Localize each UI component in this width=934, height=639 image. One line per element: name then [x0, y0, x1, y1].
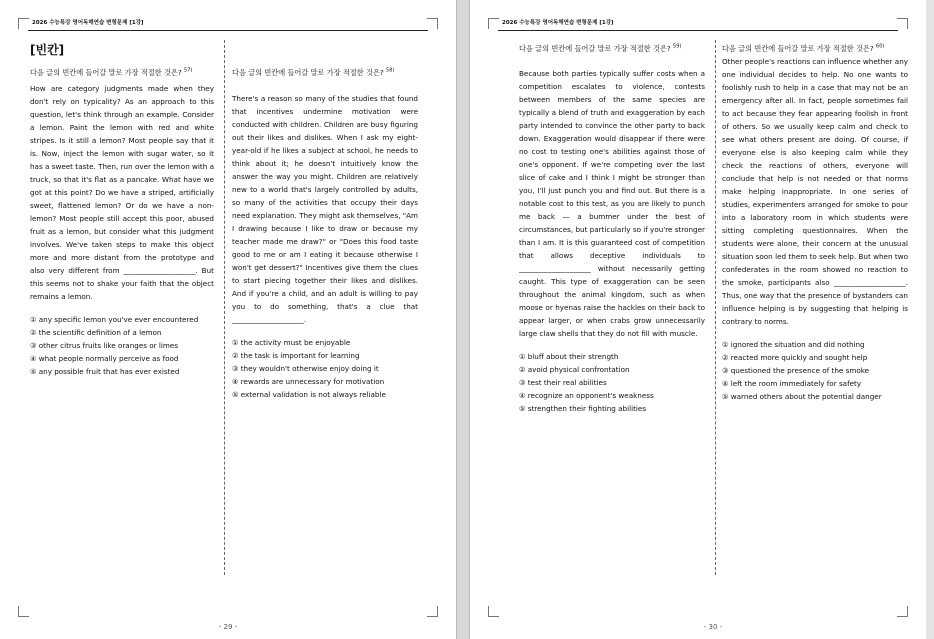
option-3[interactable]: ③ other citrus fruits like oranges or limes [30, 341, 179, 350]
crop-mark [897, 606, 908, 617]
option-3[interactable]: ③ questioned the presence of the smoke [722, 366, 870, 375]
question-number: 58) [386, 67, 395, 74]
page-number: - 30 - [703, 623, 723, 631]
question-prompt: 다음 글의 빈칸에 들어갈 말로 가장 적절한 것은? $^{60)}$ [722, 43, 885, 53]
header-rule [28, 30, 428, 31]
answer-options [30, 313, 214, 378]
option-4[interactable]: ④ what people normally perceive as food [30, 354, 179, 363]
question-58 [232, 66, 418, 401]
question-prompt: 다음 글의 빈칸에 들어갈 말로 가장 적절한 것은? $^{59)}$ [519, 43, 682, 53]
option-5[interactable]: ⑤ any possible fruit that has ever existed [30, 367, 180, 376]
option-3[interactable]: ③ test their real abilities [519, 378, 607, 387]
page-29 [0, 0, 456, 639]
crop-mark [488, 18, 499, 29]
option-5[interactable]: ⑤ strengthen their fighting abilities [519, 404, 647, 413]
option-4[interactable]: ④ recognize an opponent's weakness [519, 391, 654, 400]
page-number: - 29 - [218, 623, 238, 631]
crop-mark [427, 606, 438, 617]
option-1[interactable]: ① ignored the situation and did nothing [722, 340, 865, 349]
crop-mark [18, 606, 29, 617]
page-gutter [456, 0, 470, 639]
page-30 [470, 0, 926, 639]
option-2[interactable]: ② reacted more quickly and sought help [722, 353, 868, 362]
option-2[interactable]: ② the scientific definition of a lemon [30, 328, 162, 337]
section-title: [빈칸] [30, 43, 65, 57]
answer-options [232, 336, 418, 401]
option-1[interactable]: ① bluff about their strength [519, 352, 619, 361]
question-60 [722, 42, 908, 403]
option-1[interactable]: ① any specific lemon you've ever encountered [30, 315, 199, 324]
question-prompt: 다음 글의 빈칸에 들어갈 말로 가장 적절한 것은? $^{58)}$ [232, 67, 395, 77]
page-header: 2026 수능특강 영어독해연습 변형문제 [1강] [502, 20, 614, 26]
crop-mark [897, 18, 908, 29]
question-59 [519, 42, 705, 415]
header-rule [498, 30, 898, 31]
column-divider [224, 40, 225, 575]
option-2[interactable]: ② avoid physical confrontation [519, 365, 630, 374]
question-number: 57) [184, 67, 193, 74]
question-number: 60) [876, 43, 885, 50]
crop-mark [427, 18, 438, 29]
crop-mark [488, 606, 499, 617]
passage: Other people's reactions can influence whether any one individual decides to help. No one wants to foolishly rush to help in a case that may not be an emergency after all. In fact, people sometimes fail to act because they fear appearing foolish in front of others. So we usually keep calm and check to see what others present are doing. Of course, if everyone else is also keeping calm while they check the reactions of others, everyone will conclude that help is not needed or that norms make helping inappropriate. In one series of studies, experimenters arranged for smoke to pour into a laboratory room in which students were sitting completing questionnaires. When the students were alone, their concern at the unusual situation soon led them to seek help. But when two confederates in the room showed no reaction to the smoke, participants also ____________________. Thus, one way that the presence of bystanders can influence helping is by suggesting that helping is contrary to norms. [722, 57, 909, 326]
answer-options [519, 350, 705, 415]
question-57 [30, 42, 214, 378]
option-2[interactable]: ② the task is important for learning [232, 351, 360, 360]
crop-mark [18, 18, 29, 29]
page-header: 2026 수능특강 영어독해연습 변형문제 [1강] [32, 20, 144, 26]
option-4[interactable]: ④ left the room immediately for safety [722, 379, 862, 388]
question-number: 59) [673, 43, 682, 50]
column-divider [715, 40, 716, 575]
passage: There's a reason so many of the studies that found that incentives undermine motivation were conducted with children. Children are busy figuring out their likes and dislikes. When I ask my eight-year-old if he likes a subject at school, he needs to think about it; he doesn't intuitively know the answer the way you might. Children are relatively new to a world that's largely controlled by adults, so many of the activities that occupy their days need explanation. They might ask themselves, "Am I drawing because I like to draw or because my teacher made me draw?" or "Does this food taste good to me or am I eating it because otherwise I won't get dessert?" Incentives give them the clues to start piecing together their likes and dislikes. And if you're a child, and an adult is willing to pay you to do something, that's a clue that ____________________. [232, 94, 418, 324]
option-5[interactable]: ⑤ warned others about the potential danger [722, 392, 882, 401]
option-5[interactable]: ⑤ external validation is not always reliable [232, 390, 386, 399]
question-prompt: 다음 글의 빈칸에 들어갈 말로 가장 적절한 것은? $^{57)}$ [30, 67, 193, 77]
passage: How are category judgments made when they don't rely on typicality? As an approach to this question, let's think through an example. Consider a lemon. Paint the lemon with red and white stripes. Is it still a lemon? Most people say that it is. Now, inject the lemon with sugar water, so it has a sweet taste. Then, run over the lemon with a truck, so that it's flat as a pancake. What have we got at this point? Do we have a striped, artificially sweet, flattened lemon? Or do we have a non-lemon? Most people still accept this poor, abused fruit as a lemon, but consider what this judgment involves. We've taken steps to make this object more and more distant from the prototype and also very different from ____________________. But this seems not to shake your faith that the object remains a lemon. [30, 84, 214, 301]
option-1[interactable]: ① the activity must be enjoyable [232, 338, 351, 347]
option-4[interactable]: ④ rewards are unnecessary for motivation [232, 377, 385, 386]
answer-options [722, 338, 908, 403]
option-3[interactable]: ③ they wouldn't otherwise enjoy doing it [232, 364, 379, 373]
passage: Because both parties typically suffer costs when a competition escalates to violence, contests between members of the same species are typically a blend of truth and exaggeration by each party intended to convince the other party to back down. Exaggeration would disappear if there were no cost to testing one's abilities against those of one's opponent. If we're competing over the last slice of cake and I think I might be stronger than you, I'll just punch you and find out. But there is a notable cost to this test, as you are likely to punch me back — a bummer under the best of circumstances, but particularly so if you're stronger than I am. It is this guaranteed cost of competition that allows deceptive individuals to ____________________ without necessarily getting caught. This type of exaggeration can be seen throughout the animal kingdom, such as when moose or hyenas raise the hackles on their back to appear larger, or when crabs grow unnecessarily large claw shells that they do not fill with muscle. [519, 69, 705, 338]
